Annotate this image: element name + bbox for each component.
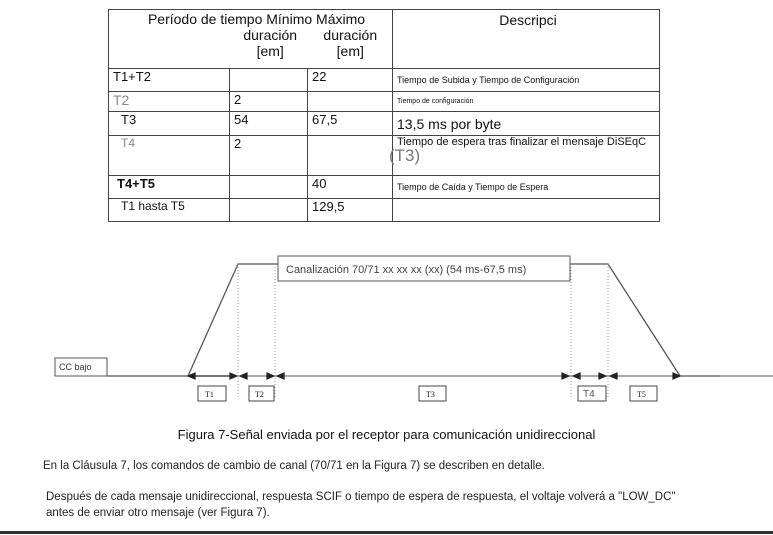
table-header-period xyxy=(109,10,393,69)
row-desc xyxy=(389,136,660,176)
timing-table xyxy=(108,9,660,222)
table-row xyxy=(109,69,660,92)
row-desc-extra: (T3) xyxy=(389,146,421,165)
table-row xyxy=(109,92,660,112)
segment-t2: T2 xyxy=(255,390,264,399)
row-max: 40 xyxy=(308,176,393,199)
row-max: 129,5 xyxy=(308,199,393,222)
row-param: T1 hasta T5 xyxy=(109,199,230,222)
row-param: T4 xyxy=(109,136,230,176)
row-desc: Tiempo de configuración xyxy=(393,92,660,112)
figure-caption: Figura 7-Señal enviada por el receptor para comunicación unidireccional xyxy=(177,427,596,442)
paragraph-voltage-line2: antes de enviar otro mensaje (ver Figura 7). xyxy=(46,507,270,519)
header-period-line: Período de tiempo Mínimo Máximo xyxy=(147,11,366,27)
header-max-unit: [em] xyxy=(336,43,364,59)
table-row xyxy=(109,176,660,199)
row-max: 67,5 xyxy=(308,112,393,136)
paragraph-voltage-line1: Después de cada mensaje unidireccional, respuesta SCIF o tiempo de espera de respuesta, el voltaje volverá a "LOW_DC" xyxy=(46,491,676,503)
row-min: 2 xyxy=(230,136,308,176)
header-max-duration: duración xyxy=(323,27,378,43)
row-min xyxy=(230,176,308,199)
row-desc: Tiempo de Subida y Tiempo de Configuración xyxy=(393,69,660,92)
signal-timing-diagram xyxy=(0,238,773,423)
segment-t1: T1 xyxy=(205,390,214,399)
row-min xyxy=(230,199,308,222)
header-min-unit: [em] xyxy=(256,43,284,59)
header-min-duration: duración xyxy=(243,27,298,43)
bottom-rule xyxy=(0,531,773,534)
row-max xyxy=(308,92,393,112)
row-desc xyxy=(393,199,660,222)
table-header-row xyxy=(109,10,660,69)
channel-label: Canalización 70/71 xx xx xx (xx) (54 ms-67,5 ms) xyxy=(286,264,527,276)
row-desc: 13,5 ms por byte xyxy=(393,112,660,136)
table-header-description: Descripci xyxy=(393,10,660,69)
paragraph-clause: En la Cláusula 7, los comandos de cambio de canal (70/71 en la Figura 7) se describen en detalle. xyxy=(43,460,545,472)
row-min xyxy=(230,69,308,92)
segment-t5: T5 xyxy=(637,390,646,399)
low-dc-label: CC bajo xyxy=(59,362,92,372)
row-desc-text: Tiempo de espera tras finalizar el mensaje DiSEqC xyxy=(397,136,647,148)
row-min: 2 xyxy=(230,92,308,112)
table-row xyxy=(109,136,660,176)
segment-t3: T3 xyxy=(426,390,435,399)
row-max: 22 xyxy=(308,69,393,92)
row-desc: Tiempo de Caída y Tiempo de Espera xyxy=(393,176,660,199)
row-max xyxy=(308,136,393,176)
row-param: T3 xyxy=(109,112,230,136)
table-row xyxy=(109,199,660,222)
row-param: T4+T5 xyxy=(109,176,230,199)
row-min: 54 xyxy=(230,112,308,136)
row-param: T1+T2 xyxy=(109,69,230,92)
table-row xyxy=(109,112,660,136)
segment-t4: T4 xyxy=(583,389,595,400)
row-param: T2 xyxy=(109,92,230,112)
